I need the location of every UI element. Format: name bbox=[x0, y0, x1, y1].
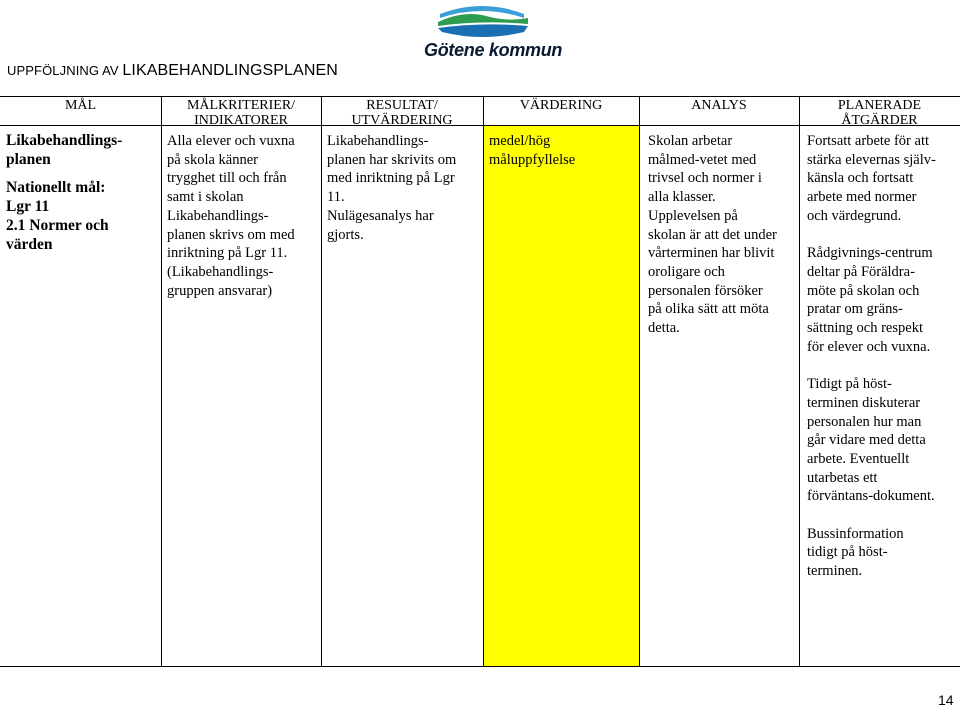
header-line: RESULTAT/ bbox=[366, 98, 438, 113]
text-line: Nulägesanalys har bbox=[327, 207, 434, 224]
text-line: målmed-vetet med bbox=[648, 151, 757, 168]
cell-planerade bbox=[807, 132, 936, 581]
text-line: Alla elever och vuxna bbox=[167, 133, 295, 149]
text-line: detta. bbox=[648, 320, 680, 337]
column-divider bbox=[483, 96, 484, 667]
text-line: Tidigt på höst- bbox=[807, 376, 892, 393]
text-line: måluppfyllelse bbox=[489, 151, 576, 168]
table-border-top bbox=[0, 96, 960, 97]
header-line: MÅLKRITERIER/ bbox=[186, 98, 296, 113]
cell-mal bbox=[6, 132, 122, 254]
text-line: och värdegrund. bbox=[807, 207, 902, 224]
text-line: med inriktning på Lgr bbox=[327, 170, 455, 187]
gotene-kommun-logo bbox=[424, 2, 563, 64]
text-line: möte på skolan och bbox=[807, 282, 920, 299]
text-line: på skola känner bbox=[167, 151, 258, 168]
text-line: planen skrivs om med bbox=[167, 226, 295, 243]
cell-analys bbox=[648, 132, 777, 338]
text-line: planen bbox=[6, 150, 51, 168]
text-line: arbete. Eventuellt bbox=[807, 450, 910, 467]
column-divider bbox=[321, 96, 322, 667]
text-line: 2.1 Normer och bbox=[6, 216, 109, 234]
text-line: 11. bbox=[327, 189, 345, 206]
text-line: Nationellt mål: bbox=[6, 179, 106, 197]
header-vardering bbox=[483, 98, 639, 113]
text-line: inriktning på Lgr 11. bbox=[167, 245, 288, 262]
header-malkriterier bbox=[161, 98, 321, 128]
text-line: Fortsatt arbete för att bbox=[807, 133, 929, 149]
page-number: 14 bbox=[938, 692, 954, 708]
text-line: samt i skolan bbox=[167, 189, 244, 206]
header-line: ÅTGÄRDER bbox=[841, 113, 918, 128]
header-analys-label: ANALYS bbox=[691, 98, 747, 113]
column-divider bbox=[799, 96, 800, 667]
text-line: (Likabehandlings- bbox=[167, 263, 274, 280]
text-line: gjorts. bbox=[327, 226, 364, 243]
page-heading bbox=[7, 62, 338, 80]
text-line: Bussinformation bbox=[807, 525, 904, 542]
header-line: INDIKATORER bbox=[194, 113, 288, 128]
text-line: stärka elevernas själv- bbox=[807, 151, 936, 168]
text-line: personalen hur man bbox=[807, 413, 922, 430]
text-line: trygghet till och från bbox=[167, 170, 287, 187]
text-line: värden bbox=[6, 235, 53, 253]
header-line: PLANERADE bbox=[837, 98, 922, 113]
column-divider bbox=[639, 96, 640, 667]
text-line: sättning och respekt bbox=[807, 320, 923, 337]
header-line: UTVÄRDERING bbox=[351, 113, 453, 128]
text-line: Lgr 11 bbox=[6, 198, 50, 216]
text-line: Likabehandlings- bbox=[6, 132, 123, 149]
text-line: känsla och fortsatt bbox=[807, 170, 914, 187]
text-line: oroligare och bbox=[648, 263, 725, 280]
text-line: medel/hög bbox=[489, 133, 551, 149]
text-line: pratar om gräns- bbox=[807, 301, 903, 318]
column-divider bbox=[161, 96, 162, 667]
follow-up-table bbox=[0, 96, 960, 667]
header-analys bbox=[639, 98, 799, 113]
table-border-bottom bbox=[0, 666, 960, 667]
text-line: utarbetas ett bbox=[807, 469, 878, 486]
text-line: deltar på Föräldra- bbox=[807, 263, 915, 280]
text-line: terminen diskuterar bbox=[807, 394, 921, 411]
text-line: terminen. bbox=[807, 563, 863, 580]
text-line: förväntans-dokument. bbox=[807, 488, 935, 505]
text-line: Rådgivnings-centrum bbox=[807, 245, 933, 262]
cell-malkriterier bbox=[167, 132, 295, 300]
text-line: går vidare med detta bbox=[807, 432, 926, 449]
text-line: Skolan arbetar bbox=[648, 133, 733, 149]
heading-title: LIKABEHANDLINGSPLANEN bbox=[122, 62, 338, 79]
header-vardering-label: VÄRDERING bbox=[519, 98, 603, 113]
landscape-logo-icon bbox=[424, 2, 542, 42]
text-line: gruppen ansvarar) bbox=[167, 282, 273, 299]
text-line: alla klasser. bbox=[648, 189, 716, 206]
text-line: Likabehandlings- bbox=[327, 133, 429, 149]
text-line: planen har skrivits om bbox=[327, 151, 457, 168]
logo-text: Götene kommun bbox=[424, 40, 563, 60]
text-line: vårterminen har blivit bbox=[648, 245, 775, 262]
text-line: tidigt på höst- bbox=[807, 544, 888, 561]
text-line: personalen försöker bbox=[648, 282, 763, 299]
text-line: Upplevelsen på bbox=[648, 207, 738, 224]
header-planerade bbox=[799, 98, 960, 128]
vardering-highlight bbox=[483, 125, 639, 667]
cell-vardering bbox=[489, 132, 575, 169]
text-line: arbete med normer bbox=[807, 189, 917, 206]
header-mal bbox=[0, 98, 161, 113]
header-resultat bbox=[321, 98, 483, 128]
header-mal-label: MÅL bbox=[64, 98, 97, 113]
heading-prefix: UPPFÖLJNING AV bbox=[7, 63, 123, 78]
text-line: skolan är att det under bbox=[648, 226, 777, 243]
text-line: Likabehandlings- bbox=[167, 207, 269, 224]
text-line: för elever och vuxna. bbox=[807, 338, 931, 355]
cell-resultat bbox=[327, 132, 456, 244]
text-line: på olika sätt att möta bbox=[648, 301, 769, 318]
text-line: trivsel och normer i bbox=[648, 170, 762, 187]
